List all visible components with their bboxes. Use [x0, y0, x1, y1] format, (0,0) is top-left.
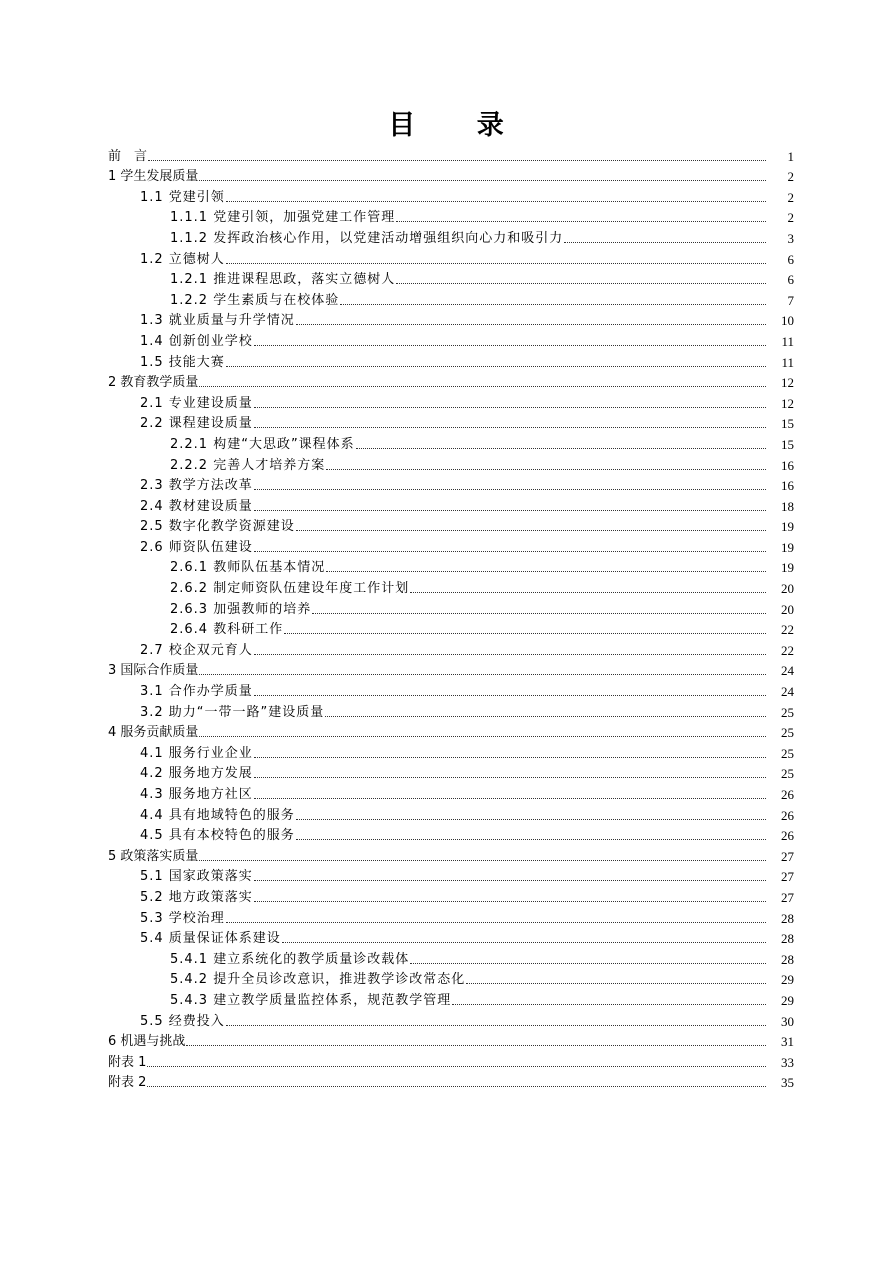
toc-entry-page-number: 2: [787, 169, 794, 185]
toc-entry[interactable]: [0, 185, 892, 206]
toc-entry-page-number: 11: [781, 333, 794, 349]
toc-entry[interactable]: [0, 803, 892, 824]
toc-entry[interactable]: [0, 432, 892, 453]
toc-entry[interactable]: [0, 247, 892, 268]
toc-entry-label: 2.7 校企双元育人: [140, 642, 253, 658]
dot-leader: [254, 653, 766, 655]
toc-entry[interactable]: [0, 618, 892, 639]
toc-entry-label: 前 言: [108, 148, 148, 164]
toc-entry-page-number: 26: [781, 828, 794, 844]
toc-entry[interactable]: [0, 741, 892, 762]
toc-entry-page-number: 22: [781, 642, 794, 658]
toc-entry[interactable]: [0, 576, 892, 597]
toc-entry-page-number: 6: [787, 272, 794, 288]
toc-entry[interactable]: [0, 535, 892, 556]
toc-entry-label: 1.2.2 学生素质与在校体验: [170, 292, 340, 308]
toc-entry-label: 4.2 服务地方发展: [140, 766, 253, 782]
toc-entry-page-number: 31: [781, 1034, 794, 1050]
toc-entry-page-number: 6: [787, 251, 794, 267]
toc-entry-page-number: 28: [781, 910, 794, 926]
toc-entry-label: 5.5 经费投入: [140, 1013, 225, 1029]
toc-entry-page-number: 15: [781, 436, 794, 452]
toc-entry-label: 附表 1: [108, 1054, 147, 1070]
toc-entry-label: 5.1 国家政策落实: [140, 869, 253, 885]
toc-entry-label: 1.4 创新创业学校: [140, 333, 253, 349]
dot-leader: [226, 921, 766, 923]
toc-entry-page-number: 20: [781, 601, 794, 617]
dot-leader: [226, 1024, 766, 1026]
toc-entry-label: 1.3 就业质量与升学情况: [140, 313, 295, 329]
toc-entry-page-number: 19: [781, 519, 794, 535]
dot-leader: [199, 673, 766, 675]
toc-entry[interactable]: [0, 309, 892, 330]
dot-leader: [254, 756, 766, 758]
toc-entry-page-number: 33: [781, 1054, 794, 1070]
toc-entry[interactable]: [0, 824, 892, 845]
toc-entry-page-number: 15: [781, 416, 794, 432]
toc-entry-page-number: 2: [787, 189, 794, 205]
dot-leader: [254, 797, 766, 799]
toc-entry-label: 2.6.1 教师队伍基本情况: [170, 560, 326, 576]
toc-entry-page-number: 11: [781, 354, 794, 370]
toc-entry[interactable]: [0, 474, 892, 495]
toc-entry[interactable]: [0, 1009, 892, 1030]
toc-entry-page-number: 25: [781, 766, 794, 782]
toc-entry[interactable]: [0, 1071, 892, 1092]
toc-entry[interactable]: [0, 721, 892, 742]
toc-entry-label: 2 教育教学质量: [108, 375, 199, 391]
dot-leader: [254, 776, 766, 778]
toc-entry-page-number: 16: [781, 457, 794, 473]
toc-entry[interactable]: [0, 371, 892, 392]
toc-entry-label: 2.2.2 完善人才培养方案: [170, 457, 326, 473]
dot-leader: [396, 220, 766, 222]
toc-entry-label: 2.2.1 构建“大思政”课程体系: [170, 436, 355, 452]
toc-entry-label: 5.3 学校治理: [140, 910, 225, 926]
toc-entry-label: 5.2 地方政策落实: [140, 889, 253, 905]
dot-leader: [296, 818, 766, 820]
toc-entry[interactable]: [0, 556, 892, 577]
toc-entry-label: 3.2 助力“一带一路”建设质量: [140, 704, 325, 720]
dot-leader: [148, 159, 766, 161]
toc-entry[interactable]: [0, 1030, 892, 1051]
dot-leader: [284, 632, 766, 634]
toc-entry[interactable]: [0, 329, 892, 350]
dot-leader: [254, 879, 766, 881]
toc-entry-page-number: 3: [787, 230, 794, 246]
toc-entry[interactable]: [0, 659, 892, 680]
dot-leader: [254, 509, 766, 511]
toc-entry-label: 2.1 专业建设质量: [140, 395, 253, 411]
toc-entry-page-number: 20: [781, 581, 794, 597]
toc-entry[interactable]: [0, 165, 892, 186]
dot-leader: [254, 488, 766, 490]
dot-leader: [254, 900, 766, 902]
toc-entry-label: 1.1.1 党建引领，加强党建工作管理: [170, 210, 396, 226]
toc-entry[interactable]: [0, 988, 892, 1009]
toc-entry-page-number: 2: [787, 210, 794, 226]
dot-leader: [326, 468, 766, 470]
toc-entry-label: 4.1 服务行业企业: [140, 745, 253, 761]
toc-entry-label: 6 机遇与挑战: [108, 1034, 186, 1050]
toc-entry-label: 2.6.2 制定师资队伍建设年度工作计划: [170, 581, 410, 597]
toc-entry-page-number: 10: [781, 313, 794, 329]
toc-entry-label: 1 学生发展质量: [108, 169, 199, 185]
toc-entry-label: 5.4.1 建立系统化的教学质量诊改载体: [170, 951, 410, 967]
toc-entry-label: 4.4 具有地域特色的服务: [140, 807, 295, 823]
dot-leader: [254, 406, 766, 408]
toc-entry[interactable]: [0, 288, 892, 309]
dot-leader: [296, 323, 766, 325]
toc-entry-page-number: 25: [781, 704, 794, 720]
toc-entry-page-number: 29: [781, 972, 794, 988]
toc-entry[interactable]: [0, 268, 892, 289]
toc-entry[interactable]: [0, 865, 892, 886]
dot-leader: [254, 426, 766, 428]
dot-leader: [282, 941, 766, 943]
toc-entry-label: 1.2 立德树人: [140, 251, 225, 267]
toc-entry[interactable]: [0, 844, 892, 865]
dot-leader: [410, 591, 766, 593]
toc-entry-page-number: 28: [781, 951, 794, 967]
dot-leader: [199, 859, 766, 861]
toc-entry-label: 4 服务贡献质量: [108, 725, 199, 741]
toc-entry[interactable]: [0, 700, 892, 721]
toc-entry-label: 2.4 教材建设质量: [140, 498, 253, 514]
dot-leader: [564, 241, 766, 243]
table-of-contents: [0, 144, 892, 1091]
toc-entry-label: 5.4 质量保证体系建设: [140, 931, 281, 947]
toc-entry[interactable]: [0, 453, 892, 474]
toc-entry[interactable]: [0, 1050, 892, 1071]
toc-entry-label: 附表 2: [108, 1075, 147, 1091]
toc-entry[interactable]: [0, 391, 892, 412]
dot-leader: [296, 529, 766, 531]
toc-entry-page-number: 24: [781, 684, 794, 700]
dot-leader: [396, 282, 766, 284]
dot-leader: [325, 715, 766, 717]
toc-entry[interactable]: [0, 494, 892, 515]
dot-leader: [226, 262, 766, 264]
toc-entry[interactable]: [0, 144, 892, 165]
dot-leader: [410, 962, 766, 964]
toc-entry-page-number: 26: [781, 807, 794, 823]
toc-entry[interactable]: [0, 206, 892, 227]
dot-leader: [199, 385, 766, 387]
toc-entry[interactable]: [0, 350, 892, 371]
toc-entry-label: 2.3 教学方法改革: [140, 478, 253, 494]
toc-entry-label: 2.6 师资队伍建设: [140, 539, 253, 555]
dot-leader: [312, 612, 766, 614]
toc-entry[interactable]: [0, 947, 892, 968]
toc-entry[interactable]: [0, 515, 892, 536]
toc-entry[interactable]: [0, 638, 892, 659]
toc-entry-label: 2.2 课程建设质量: [140, 416, 253, 432]
toc-entry-label: 3 国际合作质量: [108, 663, 199, 679]
toc-entry-page-number: 35: [781, 1075, 794, 1091]
toc-entry-page-number: 27: [781, 889, 794, 905]
toc-entry-label: 1.5 技能大赛: [140, 354, 225, 370]
page-title: 目 录: [388, 110, 530, 141]
toc-entry-label: 1.1 党建引领: [140, 189, 225, 205]
toc-entry-page-number: 25: [781, 725, 794, 741]
toc-entry-page-number: 25: [781, 745, 794, 761]
dot-leader: [254, 550, 766, 552]
dot-leader: [326, 570, 766, 572]
toc-entry[interactable]: [0, 412, 892, 433]
toc-entry-label: 2.6.4 教科研工作: [170, 622, 284, 638]
toc-entry-page-number: 30: [781, 1013, 794, 1029]
toc-entry-page-number: 19: [781, 560, 794, 576]
toc-entry-label: 4.5 具有本校特色的服务: [140, 828, 295, 844]
dot-leader: [186, 1044, 766, 1046]
dot-leader: [452, 1003, 766, 1005]
toc-entry-label: 2.5 数字化教学资源建设: [140, 519, 295, 535]
toc-entry-page-number: 18: [781, 498, 794, 514]
toc-entry-label: 5.4.2 提升全员诊改意识，推进教学诊改常态化: [170, 972, 466, 988]
toc-entry[interactable]: [0, 885, 892, 906]
toc-entry-page-number: 27: [781, 869, 794, 885]
dot-leader: [356, 447, 766, 449]
toc-entry[interactable]: [0, 906, 892, 927]
toc-entry-label: 5 政策落实质量: [108, 848, 199, 864]
dot-leader: [254, 694, 766, 696]
toc-entry-page-number: 12: [781, 375, 794, 391]
toc-entry-page-number: 29: [781, 992, 794, 1008]
dot-leader: [147, 1065, 766, 1067]
toc-entry-label: 3.1 合作办学质量: [140, 684, 253, 700]
toc-entry[interactable]: [0, 679, 892, 700]
toc-entry-label: 2.6.3 加强教师的培养: [170, 601, 312, 617]
dot-leader: [226, 365, 766, 367]
toc-entry[interactable]: [0, 782, 892, 803]
toc-entry-page-number: 1: [787, 148, 794, 164]
toc-entry-label: 1.2.1 推进课程思政，落实立德树人: [170, 272, 396, 288]
dot-leader: [199, 179, 766, 181]
toc-entry-page-number: 12: [781, 395, 794, 411]
toc-entry[interactable]: [0, 927, 892, 948]
dot-leader: [226, 200, 766, 202]
toc-entry[interactable]: [0, 762, 892, 783]
toc-entry-page-number: 19: [781, 539, 794, 555]
toc-entry-page-number: 16: [781, 478, 794, 494]
toc-entry-page-number: 26: [781, 787, 794, 802]
toc-entry[interactable]: [0, 597, 892, 618]
dot-leader: [466, 982, 766, 984]
toc-entry-label: 1.1.2 发挥政治核心作用，以党建活动增强组织向心力和吸引力: [170, 230, 564, 246]
toc-entry[interactable]: [0, 226, 892, 247]
dot-leader: [254, 344, 766, 346]
toc-entry-label: 4.3 服务地方社区: [140, 787, 253, 802]
toc-entry-page-number: 27: [781, 848, 794, 864]
dot-leader: [199, 735, 766, 737]
toc-entry[interactable]: [0, 968, 892, 989]
toc-entry-page-number: 24: [781, 663, 794, 679]
dot-leader: [296, 838, 766, 840]
dot-leader: [340, 303, 766, 305]
toc-entry-label: 5.4.3 建立教学质量监控体系，规范教学管理: [170, 992, 452, 1008]
toc-entry-page-number: 28: [781, 931, 794, 947]
toc-entry-page-number: 7: [787, 292, 794, 308]
toc-entry-page-number: 22: [781, 622, 794, 638]
dot-leader: [147, 1085, 766, 1087]
